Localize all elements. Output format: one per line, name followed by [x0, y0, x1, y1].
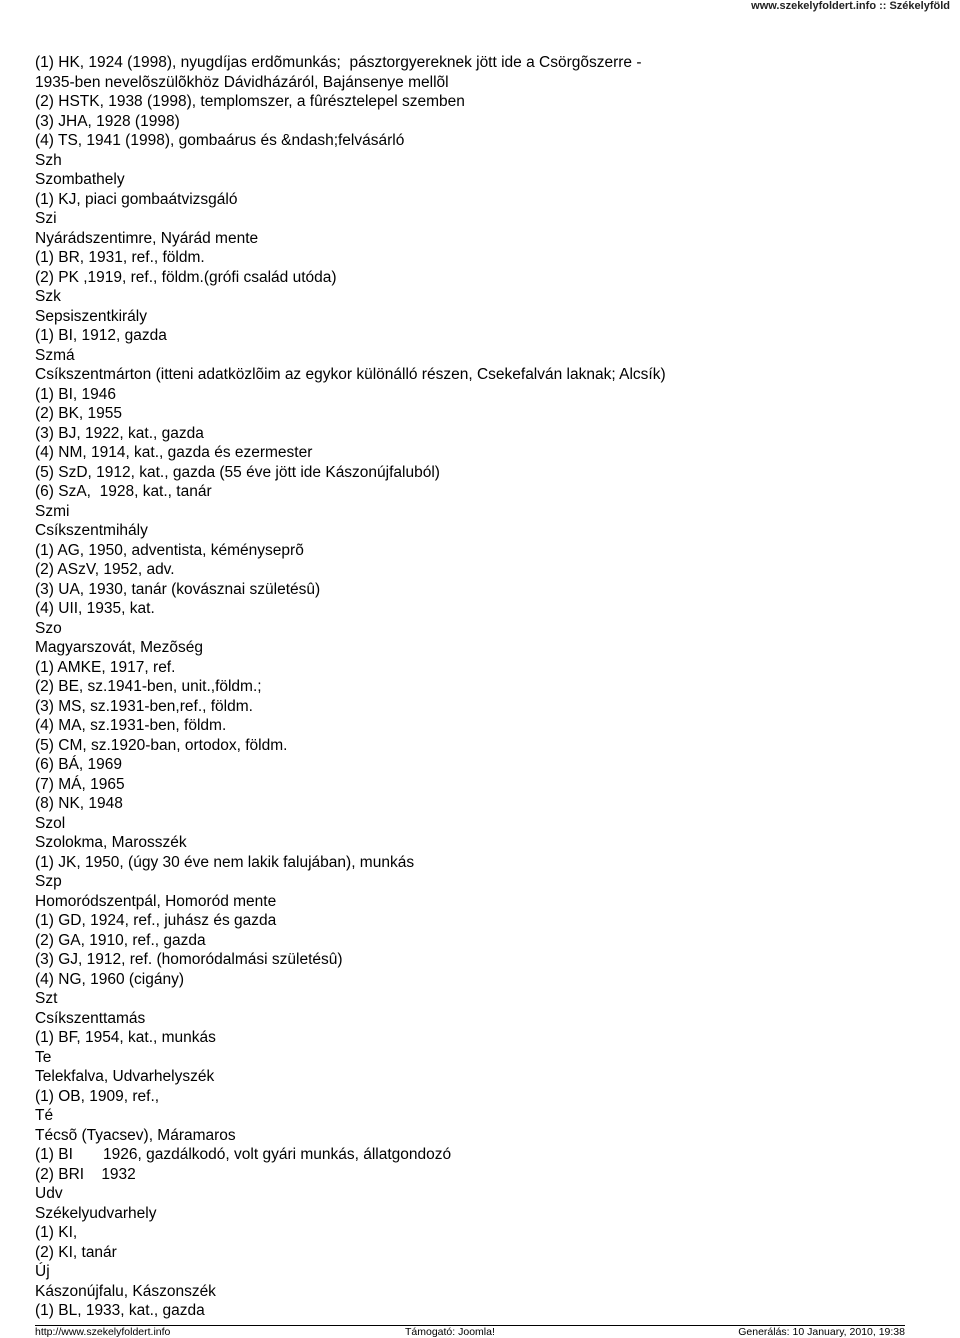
document-body: [35, 53, 935, 1321]
footer-generated: Generálás: 10 January, 2010, 19:38: [738, 1326, 905, 1338]
document-line: Té: [35, 1107, 54, 1124]
document-line: (1) BI, 1912, gazda: [35, 327, 167, 344]
document-line: (3) JHA, 1928 (1998): [35, 112, 180, 130]
document-line: Udv: [35, 1185, 63, 1202]
document-line: Csíkszentmárton (itteni adatközlõim az egykor különálló részen, Csekefalván laknak; Alcsík): [35, 366, 666, 383]
document-line: Szmi: [35, 502, 70, 520]
document-line: (3) BJ, 1922, kat., gazda: [35, 424, 204, 442]
document-line: (1) BF, 1954, kat., munkás: [35, 1029, 216, 1046]
document-line: Te: [35, 1048, 52, 1066]
document-line: (4) NG, 1960 (cigány): [35, 970, 185, 988]
document-line: (5) SzD, 1912, kat., gazda (55 éve jött ide Kászonújfaluból): [35, 463, 440, 481]
document-line: (1) GD, 1924, ref., juhász és gazda: [35, 912, 277, 929]
document-line: (2) BK, 1955: [35, 405, 123, 422]
document-line: Csíkszenttamás: [35, 1009, 146, 1027]
document-line: (2) BE, sz.1941-ben, unit.,földm.;: [35, 678, 262, 695]
document-line: Szt: [35, 990, 58, 1007]
document-line: (2) GA, 1910, ref., gazda: [35, 931, 206, 949]
document-line: Szol: [35, 814, 66, 832]
document-line: (1) BI 1926, gazdálkodó, volt gyári munkás, állatgondozó: [35, 1146, 452, 1163]
document-line: (5) CM, sz.1920-ban, ortodox, földm.: [35, 736, 288, 754]
document-line: (1) BR, 1931, ref., földm.: [35, 249, 205, 266]
document-line: (2) HSTK, 1938 (1998), templomszer, a fûrésztelepel szemben: [35, 93, 465, 110]
document-line: (4) TS, 1941 (1998), gombaárus és &ndash;felvásárló: [35, 132, 405, 149]
document-line: (1) KJ, piaci gombaátvizsgáló: [35, 190, 238, 208]
document-line: Csíkszentmihály: [35, 522, 148, 539]
document-line: Szombathely: [35, 171, 125, 188]
document-line: (3) UA, 1930, tanár (kovásznai születésû): [35, 580, 321, 598]
document-line: Telekfalva, Udvarhelyszék: [35, 1068, 215, 1085]
document-line: (1) HK, 1924 (1998), nyugdíjas erdõmunkás; pásztorgyereknek jött ide a Csörgõszerre -: [35, 54, 642, 71]
document-line: (6) BÁ, 1969: [35, 756, 123, 773]
document-line: Nyárádszentimre, Nyárád mente: [35, 229, 259, 247]
footer-url[interactable]: http://www.szekelyfoldert.info: [35, 1326, 171, 1338]
document-line: (2) KI, tanár: [35, 1243, 117, 1261]
document-line: Técsõ (Tyacsev), Máramaros: [35, 1126, 236, 1144]
header-site-title: www.szekelyfoldert.info :: Székelyföld: [751, 0, 950, 12]
document-line: (1) KI,: [35, 1224, 78, 1241]
document-line: (1) JK, 1950, (úgy 30 éve nem lakik falujában), munkás: [35, 853, 415, 871]
document-line: 1935-ben nevelõszülõkhöz Dávidházáról, Bajánsenye mellõl: [35, 73, 449, 91]
document-line: Szp: [35, 873, 62, 890]
document-line: (2) ASzV, 1952, adv.: [35, 561, 175, 578]
document-line: (6) SzA, 1928, kat., tanár: [35, 483, 212, 500]
document-line: Szi: [35, 210, 57, 227]
document-line: Kászonújfalu, Kászonszék: [35, 1282, 216, 1300]
document-line: Székelyudvarhely: [35, 1204, 157, 1222]
document-line: (2) PK ,1919, ref., földm.(grófi család utóda): [35, 268, 337, 286]
document-line: Magyarszovát, Mezõség: [35, 639, 203, 656]
document-line: Homoródszentpál, Homoród mente: [35, 892, 277, 910]
document-line: Szo: [35, 619, 62, 637]
document-line: (3) MS, sz.1931-ben,ref., földm.: [35, 697, 253, 715]
document-line: (4) NM, 1914, kat., gazda és ezermester: [35, 444, 313, 461]
document-line: Szh: [35, 151, 62, 169]
document-line: Új: [35, 1263, 50, 1280]
document-line: (1) BL, 1933, kat., gazda: [35, 1302, 205, 1319]
document-line: Szk: [35, 288, 61, 305]
document-line: (3) GJ, 1912, ref. (homoródalmási születésû): [35, 951, 343, 968]
document-line: (1) BI, 1946: [35, 385, 116, 403]
page-footer: [35, 1326, 905, 1338]
document-line: (1) AMKE, 1917, ref.: [35, 658, 176, 676]
document-line: Sepsiszentkirály: [35, 307, 147, 325]
document-line: (1) AG, 1950, adventista, kéményseprõ: [35, 541, 304, 559]
document-line: (1) OB, 1909, ref.,: [35, 1087, 160, 1105]
document-line: (2) BRI 1932: [35, 1165, 136, 1183]
document-line: (7) MÁ, 1965: [35, 775, 125, 793]
document-line: (4) MA, sz.1931-ben, földm.: [35, 717, 227, 734]
document-line: Szmá: [35, 346, 75, 364]
document-line: (8) NK, 1948: [35, 795, 123, 812]
document-line: (4) UII, 1935, kat.: [35, 600, 155, 617]
document-line: Szolokma, Marosszék: [35, 834, 187, 851]
footer-support: Támogató: Joomla!: [405, 1326, 495, 1338]
page-header: [0, 0, 960, 14]
